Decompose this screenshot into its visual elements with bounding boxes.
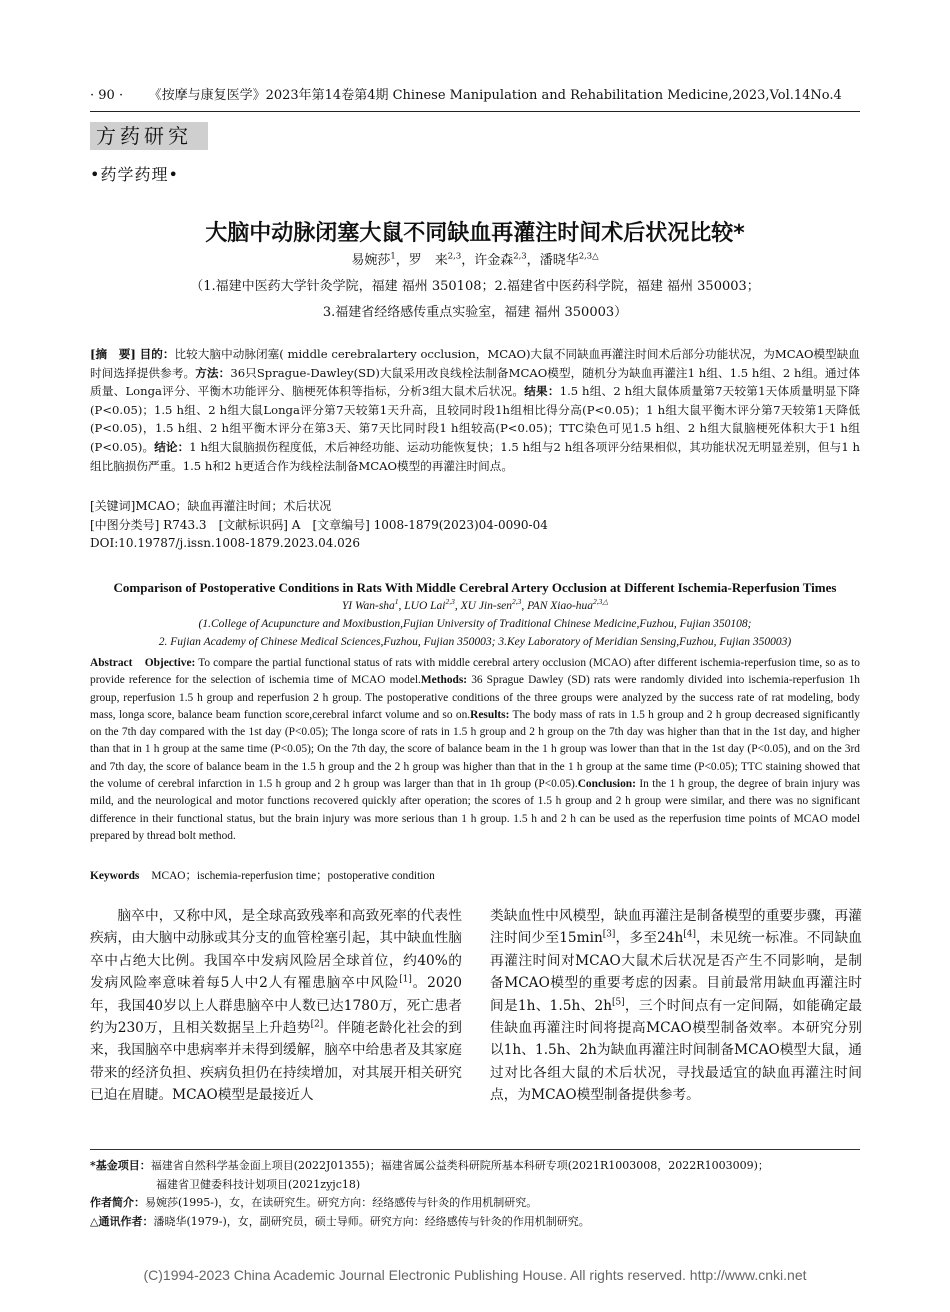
doi: DOI:10.19787/j.issn.1008-1879.2023.04.026 bbox=[90, 536, 361, 550]
body-column-left bbox=[90, 905, 462, 1107]
subsection-label: •药学药理• bbox=[90, 165, 179, 184]
author-bio-note bbox=[90, 1194, 860, 1213]
body-text: 类缺血性中风模型，缺血再灌注是制备模型的重要步骤，再灌注时间少至15min bbox=[490, 908, 862, 947]
author-name: XU Jin-sen bbox=[460, 600, 513, 612]
body-text: ，三个时间点有一定间隔，如能确定最佳缺血再灌注时间将提高MCAO模型制备效率。本研究分别以1h、1.5h、2h为缺血再灌注时间制备MCAO模型大鼠，通过对比各组大鼠的术后状况，寻找最适宜的缺血再灌注时间点，为MCAO模型制备提供参考。 bbox=[490, 997, 862, 1104]
author-name: 许金森 bbox=[474, 253, 514, 268]
body-text: 。2020年，我国40岁以上人群患脑卒中人数已达1780万，死亡患者约为230万，且相关数据呈上升趋势 bbox=[90, 975, 462, 1037]
conclusion-text: 1 h组大鼠脑损伤程度低，术后神经功能、运动功能恢复快；1.5 h组与2 h组各项评分结果相似，其功能状况无明显差别，但与1 h组比脑损伤严重。1.5 h和2 h更适合作为线栓法制备MCAO模型的再灌注时间点。 bbox=[90, 439, 860, 473]
page-number: · 90 · bbox=[90, 88, 124, 103]
results-label: 结果： bbox=[524, 384, 560, 399]
funding-note-cont: 福建省卫健委科技计划项目(2021zyjc18) bbox=[156, 1177, 361, 1191]
english-affiliation-line: 2. Fujian Academy of Chinese Medical Sciences,Fuzhou, Fujian 350003; 3.Key Laboratory of Meridian Sensing,Fuzhou, Fujian 350003) bbox=[158, 636, 792, 648]
objective-label: 目的： bbox=[139, 347, 175, 361]
author-affil-mark: 2,3△ bbox=[578, 250, 599, 261]
author-affil-mark: 2,3 bbox=[447, 250, 462, 261]
objective-text: To compare the partial functional status of rats with middle cerebral artery occlusion (MCAO) after different ischemia-reperfusion time, so as to provide reference for the selection of ischemia time of MCAO model. bbox=[90, 657, 860, 687]
funding-text: 福建省自然科学基金面上项目(2022J01355)；福建省属公益类科研院所基本科研专项(2021R1003008，2022R1003009)； bbox=[150, 1159, 769, 1172]
journal-citation: 《按摩与康复医学》2023年第14卷第4期 Chinese Manipulation and Rehabilitation Medicine,2023,Vol.14No.4 bbox=[155, 88, 842, 103]
author-affil-mark: 1 bbox=[390, 250, 396, 261]
body-text: 。伴随老龄化社会的到来，我国脑卒中患病率并未得到缓解，脑卒中给患者及其家庭带来的经济负担、疾病负担仍在持续增加，对其展开相关研究已迫在眉睫。MCAO模型是最接近人 bbox=[90, 1020, 462, 1104]
citation-ref[interactable]: [3] bbox=[602, 929, 616, 940]
article-metadata bbox=[90, 497, 860, 553]
author-name: YI Wan-sha bbox=[341, 600, 395, 612]
document-code: [文献标识码] A bbox=[218, 517, 301, 532]
body-column-right bbox=[490, 905, 862, 1107]
methods-label: Methods: bbox=[420, 674, 468, 687]
affiliation-line: （1.福建中医药大学针灸学院，福建 福州 350108；2.福建省中医药科学院，福建 福州 350003； bbox=[190, 279, 760, 294]
keywords-text: MCAO；ischemia-reperfusion time；postoperative condition bbox=[151, 870, 435, 882]
classification-line bbox=[90, 516, 860, 535]
citation-ref[interactable]: [1] bbox=[399, 974, 412, 985]
body-text: 脑卒中，又称中风，是全球高致残率和高致死率的代表性疾病，由大脑中动脉或其分支的血管栓塞引起，其中缺血性脑卒中占绝大比例。我国卒中发病风险居全球首位，约40%的发病风险率意味着每5人中2人有罹患脑卒中风险 bbox=[90, 908, 462, 992]
author-affil-mark: 1 bbox=[394, 597, 399, 607]
methods-text: 36只Sprague-Dawley(SD)大鼠采用改良线栓法制备MCAO模型，随机分为缺血再灌注1 h组、1.5 h组、2 h组。通过体质量、Longa评分、平衡木功能评分、脑梗死体积等指标，分析3组大鼠术后状况。 bbox=[90, 365, 860, 399]
results-text: The body mass of rats in 1.5 h group and 2 h group decreased significantly on the 7th day compared with the 1st day (P<0.05); The longa score of rats in 1.5 h group and 2 h group on the 7th day was higher than that in the 1st day, and higher than that in 1 h group at the same time (P<0.05); On the 7th day, the score of balance beam in the 1 h group was lower than that in the 1st day (P<0.05), and on the 3rd and 7th day, the score of balance beam in the 1.5 h group and the 2 h group was higher than that in the 1 h group at the same time (P<0.05); TTC staining showed that the volume of cerebral infarction in 1.5 h group and 2 h group was larger than that in 1h group (P<0.05). bbox=[90, 708, 860, 791]
corresponding-text: 潘晓华(1979-)，女，副研究员，硕士导师。研究方向：经络感传与针灸的作用机制研究。 bbox=[153, 1214, 590, 1228]
chinese-abstract bbox=[90, 345, 860, 475]
author-affil-mark: 2,3△ bbox=[593, 597, 609, 607]
citation-ref[interactable]: [5] bbox=[612, 997, 625, 1008]
article-title: 大脑中动脉闭塞大鼠不同缺血再灌注时间术后状况比较* bbox=[205, 221, 745, 246]
abstract-label: Abstract bbox=[90, 657, 133, 669]
english-author-list: YI Wan-sha$^1$, LUO Lai$^{2,3}$, XU Jin-sen$^{2,3}$, PAN Xiao-hua$^{2,3\triangle}$ bbox=[341, 597, 609, 612]
funding-note bbox=[90, 1157, 860, 1176]
methods-text: 36 Sprague Dawley (SD) rats were randomly divided into ischemia-reperfusion 1h group, reperfusion 1.5 h group and reperfusion 2 h group. The postoperative conditions of the three groups were analyzed by the success rate of rat modeling, body mass, longa score, balance beam function score,cerebral infarct volume and so on. bbox=[90, 674, 860, 721]
clc-number: [中图分类号] R743.3 bbox=[90, 517, 207, 532]
citation-ref[interactable]: [4] bbox=[683, 929, 696, 940]
copyright-watermark: (C)1994-2023 China Academic Journal Electronic Publishing House. All rights reserved. http://www.cnki.net bbox=[143, 1267, 807, 1283]
english-abstract bbox=[90, 655, 860, 845]
english-affiliation-line: (1.College of Acupuncture and Moxibustion,Fujian University of Traditional Chinese Medicine,Fuzhou, Fujian 350108; bbox=[198, 618, 752, 630]
funding-label: *基金项目： bbox=[90, 1159, 151, 1172]
section-tab: 方药研究 bbox=[90, 122, 208, 150]
article-number: [文章编号] 1008-1879(2023)04-0090-04 bbox=[312, 517, 548, 532]
author-list: 易婉莎$^1$，罗 来$^{2,3}$，许金森$^{2,3}$，潘晓华$^{2,3\triangle}$ bbox=[351, 250, 599, 268]
abstract-label: [摘 要] bbox=[90, 347, 136, 361]
keywords-label: Keywords bbox=[90, 870, 140, 882]
header-rule bbox=[90, 111, 860, 112]
author-name: 罗 来 bbox=[408, 253, 448, 268]
body-text: ，未见统一标准。不同缺血再灌注时间对MCAO大鼠术后状况是否产生不同影响，是制备MCAO模型的重要考虑的因素。目前最常用缺血再灌注时间是1h、1.5h、2h bbox=[490, 930, 862, 1014]
conclusion-text: In the 1 h group, the degree of brain injury was mild, and the neurological and motor functions recovered quickly after operation; the scores of 1.5 h group and 2 h group were similar, and there was no significant difference in their functional status, but the brain injury was more serious than 1 h group. 1.5 h and 2 h can be used as the reperfusion time points of MCAO model prepared by thread bolt method. bbox=[90, 778, 860, 842]
keywords-label: [关键词] bbox=[90, 499, 136, 513]
author-name: 潘晓华 bbox=[539, 253, 579, 268]
author-bio-text: 易婉莎(1995-)，女，在读研究生。研究方向：经络感传与针灸的作用机制研究。 bbox=[145, 1196, 538, 1209]
conclusion-label: 结论： bbox=[154, 439, 190, 454]
author-name: LUO Lai bbox=[404, 600, 446, 612]
keywords-text: MCAO；缺血再灌注时间；术后状况 bbox=[135, 499, 332, 513]
footnotes bbox=[90, 1157, 860, 1231]
author-name: PAN Xiao-hua bbox=[527, 600, 594, 612]
author-affil-mark: 2,3 bbox=[513, 250, 527, 261]
citation-ref[interactable]: [2] bbox=[310, 1019, 324, 1030]
body-text: ，多至24h bbox=[615, 930, 684, 947]
results-label: Results: bbox=[470, 708, 510, 721]
english-title: Comparison of Postoperative Conditions in Rats With Middle Cerebral Artery Occlusion at Different Ischemia-Reperfusion Times bbox=[113, 580, 837, 595]
footnote-rule bbox=[90, 1149, 860, 1150]
running-header bbox=[90, 84, 860, 103]
affiliation-line: 3.福建省经络感传重点实验室，福建 福州 350003） bbox=[322, 305, 628, 320]
results-text: 1.5 h组、2 h组大鼠体质量第7天较第1天体质量明显下降(P<0.05)；1.5 h组、2 h组大鼠Longa评分第7天较第1天升高，且较同时段1h组相比得分高(P<0.05)；1 h组大鼠平衡木评分第7天较第1天降低(P<0.05)，1.5 h组、2 h组平衡木评分在第3天、第7天比同时段1 h组较高(P<0.05)；TTC染色可见1.5 h组、2 h组大鼠脑梗死体积大于1 h组(P<0.05)。 bbox=[90, 384, 860, 454]
objective-text: 比较大脑中动脉闭塞( middle cerebralartery occlusion，MCAO)大鼠不同缺血再灌注时间术后部分功能状况，为MCAO模型缺血时间选择提供参考。 bbox=[90, 347, 860, 380]
methods-label: 方法： bbox=[195, 365, 231, 380]
author-name: 易婉莎 bbox=[351, 253, 391, 268]
author-bio-label: 作者简介： bbox=[90, 1196, 145, 1209]
corresponding-author-note bbox=[90, 1213, 860, 1232]
keywords-cn bbox=[90, 497, 860, 516]
corresponding-label: △通讯作者： bbox=[90, 1214, 154, 1228]
author-affil-mark: 2,3 bbox=[445, 597, 455, 607]
author-affil-mark: 2,3 bbox=[512, 597, 522, 607]
english-keywords bbox=[90, 867, 860, 883]
conclusion-label: Conclusion: bbox=[577, 778, 636, 791]
objective-label: Objective: bbox=[144, 657, 196, 669]
